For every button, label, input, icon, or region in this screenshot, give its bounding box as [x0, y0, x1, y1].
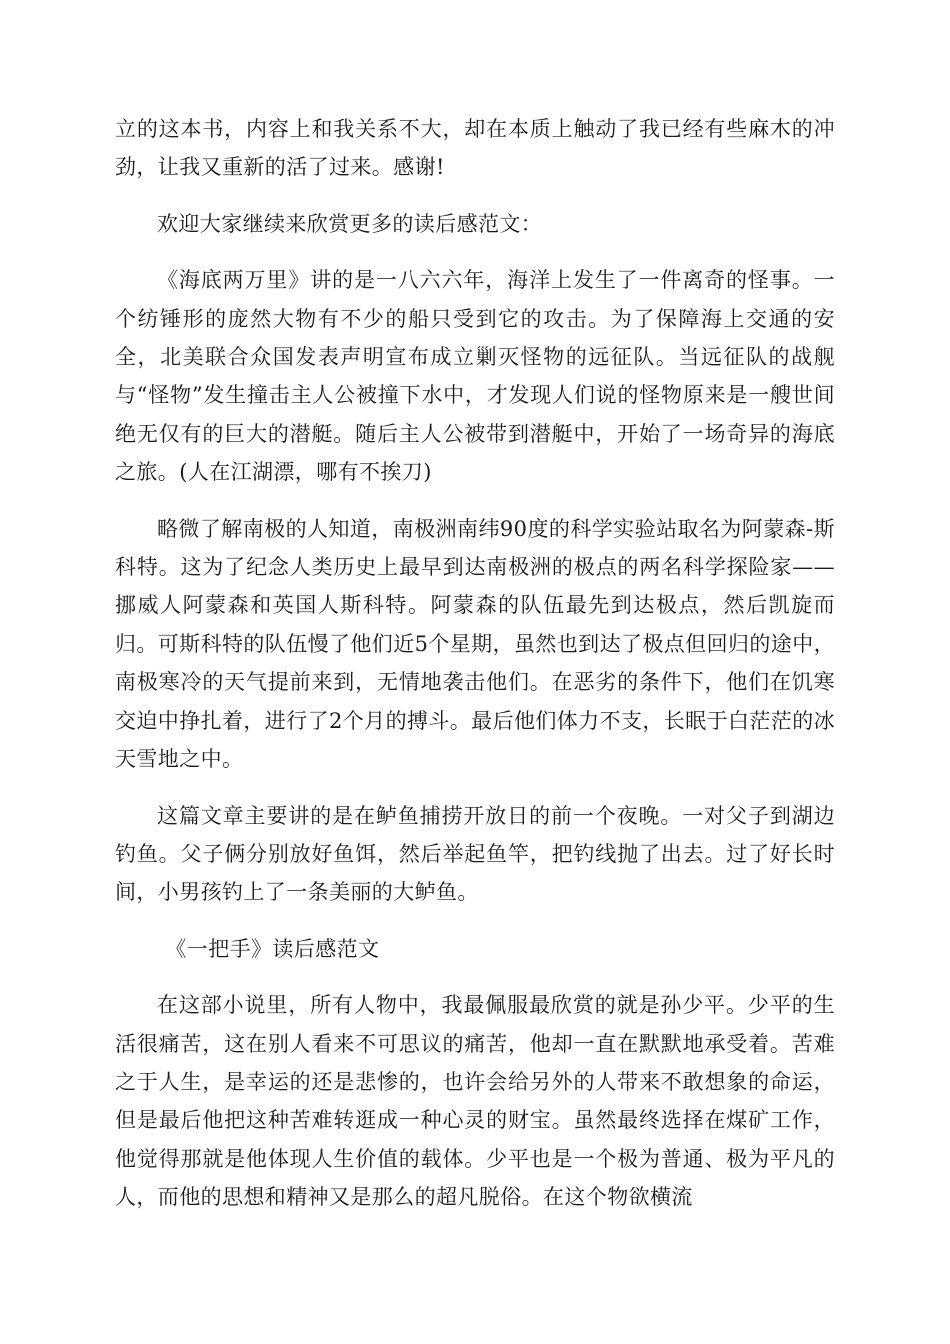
paragraph-invitation: 欢迎大家继续来欣赏更多的读后感范文：: [157, 211, 543, 236]
paragraph-sun-shaoping: 在这部小说里，所有人物中，我最佩服最欣赏的就是孙少平。少平的生活很痛苦，这在别人看来不可思议的痛苦，他却一直在默默地承受着。苦难之于人生，是幸运的还是悲惨的，也许会给另外的人带来不敢想象的命运，但是最后他把这种苦难转逛成一种心灵的财宝。虽然最终选择在煤矿工作，他觉得那就是他体现人生价值的载体。少平也是一个极为普通、极为平凡的人，而他的思想和精神又是那么的超凡脱俗。在这个物欲横流: [115, 993, 835, 1210]
paragraph-antarctic-station: 略微了解南极的人知道，南极洲南纬90度的科学实验站取名为阿蒙森-斯科特。这为了纪念人类历史上最早到达南极洲的极点的两名科学探险家——挪威人阿蒙森和英国人斯科特。阿蒙森的队伍最先到达极点，然后凯旋而归。可斯科特的队伍慢了他们近5个星期，虽然也到达了极点但回归的途中，南极寒冷的天气提前来到，无情地袭击他们。在恶劣的条件下，他们在饥寒交迫中挣扎着，进行了2个月的搏斗。最后他们体力不支，长眠于白茫茫的冰天雪地之中。: [115, 516, 835, 772]
paragraph-continuation: 立的这本书，内容上和我关系不大，却在本质上触动了我已经有些麻木的冲劲，让我又重新的活了过来。感谢!: [115, 117, 835, 180]
paragraph-bass-fishing: 这篇文章主要讲的是在鲈鱼捕捞开放日的前一个夜晚。一对父子到湖边钓鱼。父子俩分别放好鱼饵，然后举起鱼竿，把钓线抛了出去。过了好长时间，小男孩钓上了一条美丽的大鲈鱼。: [115, 803, 835, 905]
document-page: [115, 110, 835, 1235]
section-heading: 《一把手》读后感范文: [165, 936, 380, 961]
paragraph-twenty-thousand-leagues: 《海底两万里》讲的是一八六六年，海洋上发生了一件离奇的怪事。一个纺锤形的庞然大物有不少的船只受到它的攻击。为了保障海上交通的安全，北美联合众国发表声明宣布成立剿灭怪物的远征队。当远征队的战舰与“怪物”发生撞击主人公被撞下水中，才发现人们说的怪物原来是一艘世间绝无仅有的巨大的潜艇。随后主人公被带到潜艇中，开始了一场奇异的海底之旅。(人在江湖漂，哪有不挨刀): [115, 268, 835, 485]
